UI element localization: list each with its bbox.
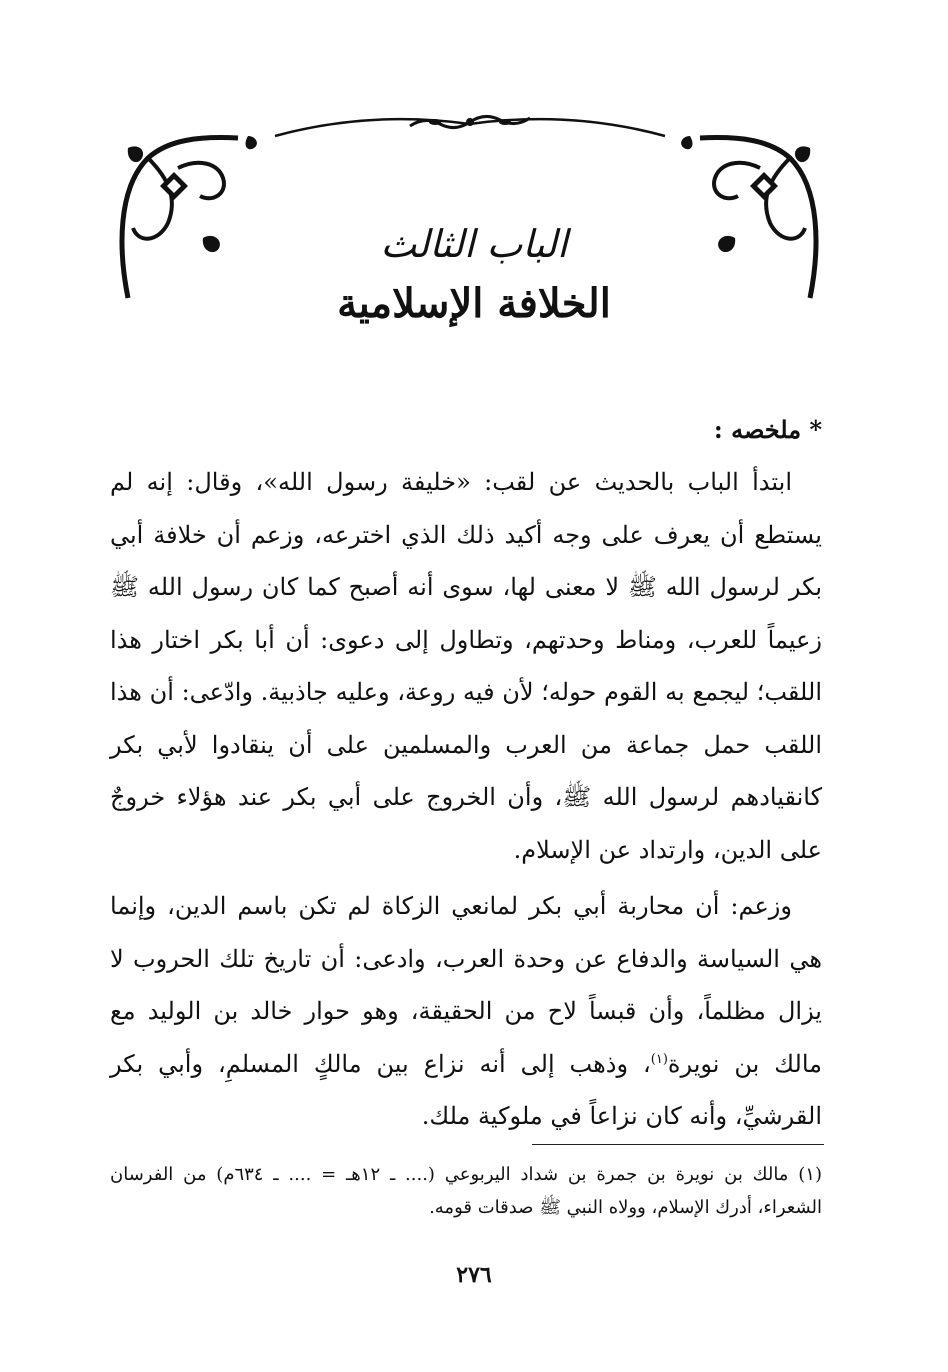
footnote-separator [532,1144,824,1145]
chapter-title: الخلافة الإسلامية [337,280,611,327]
summary-heading: * ملخصه : [713,415,822,444]
summary-paragraph-2 [110,880,822,1143]
page-number: ٢٧٦ [456,1262,492,1288]
footnote-reference: (١) [650,1051,668,1067]
summary-section [110,408,822,1147]
paragraph-2-end: ، وذهب إلى أنه نزاع بين مالكٍ المسلمِ، وأبي بكر القرشيِّ، وأنه كان نزاعاً في ملوكية ملك. [110,1049,822,1130]
footnote-1: (١) مالك بن نويرة بن جمرة بن شداد اليربوعي (.... ـ ١٢هـ = .... ـ ٦٣٤م) من الفرسان الشعراء، أدرك الإسلام، وولاه النبي ﷺ صدقات قومه. [110,1164,822,1218]
top-ornament-line [270,108,670,148]
paragraph-2-start: وزعم: أن محاربة أبي بكر لمانعي الزكاة لم تكن باسم الدين، وإنما هي السياسة والدفاع عن وحدة العرب، وادعى: أن تاريخ تلك الحروب لا يزال مظلماً، وأن قبساً لاح من الحقيقة، وهو حوار خالد بن الوليد مع مالك بن نويرة [110,892,822,1078]
chapter-header [0,218,948,332]
chapter-label: الباب الثالث [380,222,568,266]
summary-paragraph-1: ابتدأ الباب بالحديث عن لقب: «خليفة رسول الله»، وقال: إنه لم يستطع أن يعرف على وجه أكيد ذلك الذي اخترعه، وزعم أن خلافة أبي بكر لرسول الله ﷺ لا معنى لها، سوى أنه أصبح كما كان رسول الله ﷺ زعيماً للعرب، ومناط وحدتهم، وتطاول إلى دعوى: أن أبا بكر اختار هذا اللقب؛ ليجمع به القوم حوله؛ لأن فيه روعة، وعليه جاذبية. وادّعى: أن هذا اللقب حمل جماعة من العرب والمسلمين على أن ينقادوا لأبي بكر كانقيادهم لرسول الله ﷺ، وأن الخروج على أبي بكر عند هؤلاء خروجٌ على الدين، وارتداد عن الإسلام. [110,468,822,864]
